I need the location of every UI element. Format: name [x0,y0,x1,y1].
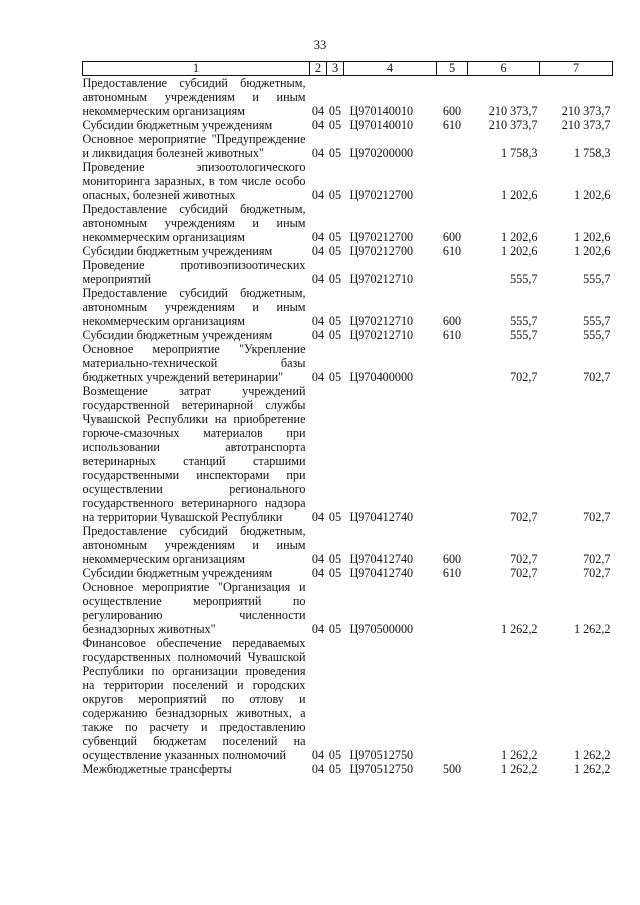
column-header: 5 [437,62,468,76]
column-header: 6 [468,62,540,76]
subsection-code: 05 [328,104,342,118]
amount-column-6: 702,7 [510,566,538,580]
row-name: Возмещение затрат учреждений государственной ветеринарной службы Чувашской Республики на приобретение горюче-смазочных материалов при использовании автотранспорта ветеринарных станций старшими государственными инспекторами при осуществлении регионального государственного ветеринарного надзора на территории Чувашской Республики [82,384,306,524]
amount-column-7: 1 262,2 [573,622,611,636]
amount-column-6: 1 202,6 [500,188,538,202]
amount-column-6: 1 202,6 [500,244,538,258]
subsection-code: 05 [328,188,342,202]
section-code: 04 [311,762,325,776]
table-row [83,566,613,580]
table-row [83,328,613,342]
subsection-code: 05 [328,552,342,566]
amount-column-7: 1 262,2 [573,748,611,762]
amount-column-7: 555,7 [583,328,611,342]
target-article-code: Ц970512750 [349,762,414,776]
subsection-code: 05 [328,118,342,132]
expense-type-code: 610 [442,118,462,132]
table-row [83,342,613,384]
section-code: 04 [311,370,325,384]
expense-type-code [437,636,468,762]
row-name: Субсидии бюджетным учреждениям [82,118,273,132]
expense-type-code: 610 [442,328,462,342]
subsection-code: 05 [328,230,342,244]
row-name: Предоставление субсидий бюджетным, автономным учреждениям и иным некоммерческим организациям [82,286,306,328]
section-code: 04 [311,328,325,342]
column-header: 4 [344,62,437,76]
table-row [83,762,613,776]
table-row [83,580,613,636]
row-name: Предоставление субсидий бюджетным, автономным учреждениям и иным некоммерческим организациям [82,76,306,118]
amount-column-6: 555,7 [510,272,538,286]
table-row [83,132,613,160]
section-code: 04 [311,230,325,244]
row-name: Финансовое обеспечение передаваемых государственных полномочий Чувашской Республики по организации проведения на территории поселений и городских округов мероприятий по отлову и содержанию безнадзорных животных, а также по расчету и предоставлению субвенций бюджетам поселений на осуществление указанных полномочий [82,636,306,762]
expense-type-code: 610 [442,566,462,580]
column-header: 7 [540,62,613,76]
table-row [83,636,613,762]
expense-type-code [437,258,468,286]
table-row [83,384,613,524]
target-article-code: Ц970512750 [349,748,414,762]
table-row [83,286,613,328]
amount-column-6: 702,7 [510,370,538,384]
section-code: 04 [311,566,325,580]
row-name: Проведение эпизоотологического мониторинга заразных, в том числе особо опасных, болезней животных [82,160,306,202]
row-name: Предоставление субсидий бюджетным, автономным учреждениям и иным некоммерческим организациям [82,524,306,566]
row-name: Субсидии бюджетным учреждениям [82,328,273,342]
target-article-code: Ц970212710 [349,314,414,328]
section-code: 04 [311,188,325,202]
amount-column-6: 1 202,6 [500,230,538,244]
subsection-code: 05 [328,510,342,524]
section-code: 04 [311,552,325,566]
table-row [83,258,613,286]
amount-column-7: 555,7 [583,314,611,328]
amount-column-6: 555,7 [510,328,538,342]
row-name: Субсидии бюджетным учреждениям [82,244,273,258]
subsection-code: 05 [328,566,342,580]
section-code: 04 [311,104,325,118]
expense-type-code: 600 [442,314,462,328]
expense-type-code [437,342,468,384]
target-article-code: Ц970212710 [349,272,414,286]
target-article-code: Ц970212710 [349,328,414,342]
table-row [83,244,613,258]
amount-column-7: 702,7 [583,370,611,384]
subsection-code: 05 [328,748,342,762]
target-article-code: Ц970200000 [349,146,414,160]
table-row [83,202,613,244]
row-name: Межбюджетные трансферты [82,762,232,776]
amount-column-7: 1 262,2 [573,762,611,776]
amount-column-6: 210 373,7 [488,118,538,132]
row-name: Субсидии бюджетным учреждениям [82,566,273,580]
subsection-code: 05 [328,622,342,636]
expense-type-code [437,580,468,636]
amount-column-6: 1 262,2 [500,622,538,636]
section-code: 04 [311,748,325,762]
amount-column-7: 1 202,6 [573,188,611,202]
amount-column-7: 210 373,7 [561,118,611,132]
table-body [83,76,613,777]
expense-type-code: 500 [442,762,462,776]
amount-column-6: 1 262,2 [500,748,538,762]
section-code: 04 [311,510,325,524]
subsection-code: 05 [328,244,342,258]
expense-type-code: 600 [442,104,462,118]
amount-column-6: 210 373,7 [488,104,538,118]
section-code: 04 [311,272,325,286]
target-article-code: Ц970212700 [349,188,414,202]
target-article-code: Ц970412740 [349,510,414,524]
budget-table [82,61,613,776]
expense-type-code: 600 [442,552,462,566]
expense-type-code [437,384,468,524]
target-article-code: Ц970400000 [349,370,414,384]
column-header: 3 [327,62,344,76]
table-row [83,160,613,202]
section-code: 04 [311,314,325,328]
subsection-code: 05 [328,314,342,328]
column-header: 1 [83,62,310,76]
row-name: Основное мероприятие "Укрепление материально-технической базы бюджетных учреждений ветеринарии" [82,342,306,384]
amount-column-6: 702,7 [510,510,538,524]
amount-column-6: 1 262,2 [500,762,538,776]
subsection-code: 05 [328,370,342,384]
subsection-code: 05 [328,272,342,286]
section-code: 04 [311,622,325,636]
expense-type-code [437,160,468,202]
target-article-code: Ц970140010 [349,104,414,118]
amount-column-7: 702,7 [583,566,611,580]
column-number-header [83,62,613,76]
target-article-code: Ц970412740 [349,566,414,580]
expense-type-code [437,132,468,160]
section-code: 04 [311,244,325,258]
row-name: Основное мероприятие "Организация и осуществление мероприятий по регулированию численности безнадзорных животных" [82,580,306,636]
table-row [83,524,613,566]
amount-column-7: 702,7 [583,552,611,566]
amount-column-7: 555,7 [583,272,611,286]
amount-column-6: 555,7 [510,314,538,328]
amount-column-7: 1 202,6 [573,230,611,244]
table-row [83,76,613,119]
expense-type-code: 610 [442,244,462,258]
amount-column-6: 702,7 [510,552,538,566]
table-row [83,118,613,132]
amount-column-7: 1 758,3 [573,146,611,160]
row-name: Проведение противоэпизоотических мероприятий [82,258,306,286]
row-name: Предоставление субсидий бюджетным, автономным учреждениям и иным некоммерческим организациям [82,202,306,244]
expense-type-code: 600 [442,230,462,244]
target-article-code: Ц970412740 [349,552,414,566]
column-header: 2 [310,62,327,76]
page-number: 33 [313,38,327,52]
subsection-code: 05 [328,762,342,776]
section-code: 04 [311,118,325,132]
target-article-code: Ц970212700 [349,230,414,244]
row-name: Основное мероприятие "Предупреждение и ликвидация болезней животных" [82,132,306,160]
target-article-code: Ц970500000 [349,622,414,636]
amount-column-7: 210 373,7 [561,104,611,118]
section-code: 04 [311,146,325,160]
subsection-code: 05 [328,328,342,342]
amount-column-6: 1 758,3 [500,146,538,160]
amount-column-7: 1 202,6 [573,244,611,258]
amount-column-7: 702,7 [583,510,611,524]
subsection-code: 05 [328,146,342,160]
target-article-code: Ц970140010 [349,118,414,132]
target-article-code: Ц970212700 [349,244,414,258]
